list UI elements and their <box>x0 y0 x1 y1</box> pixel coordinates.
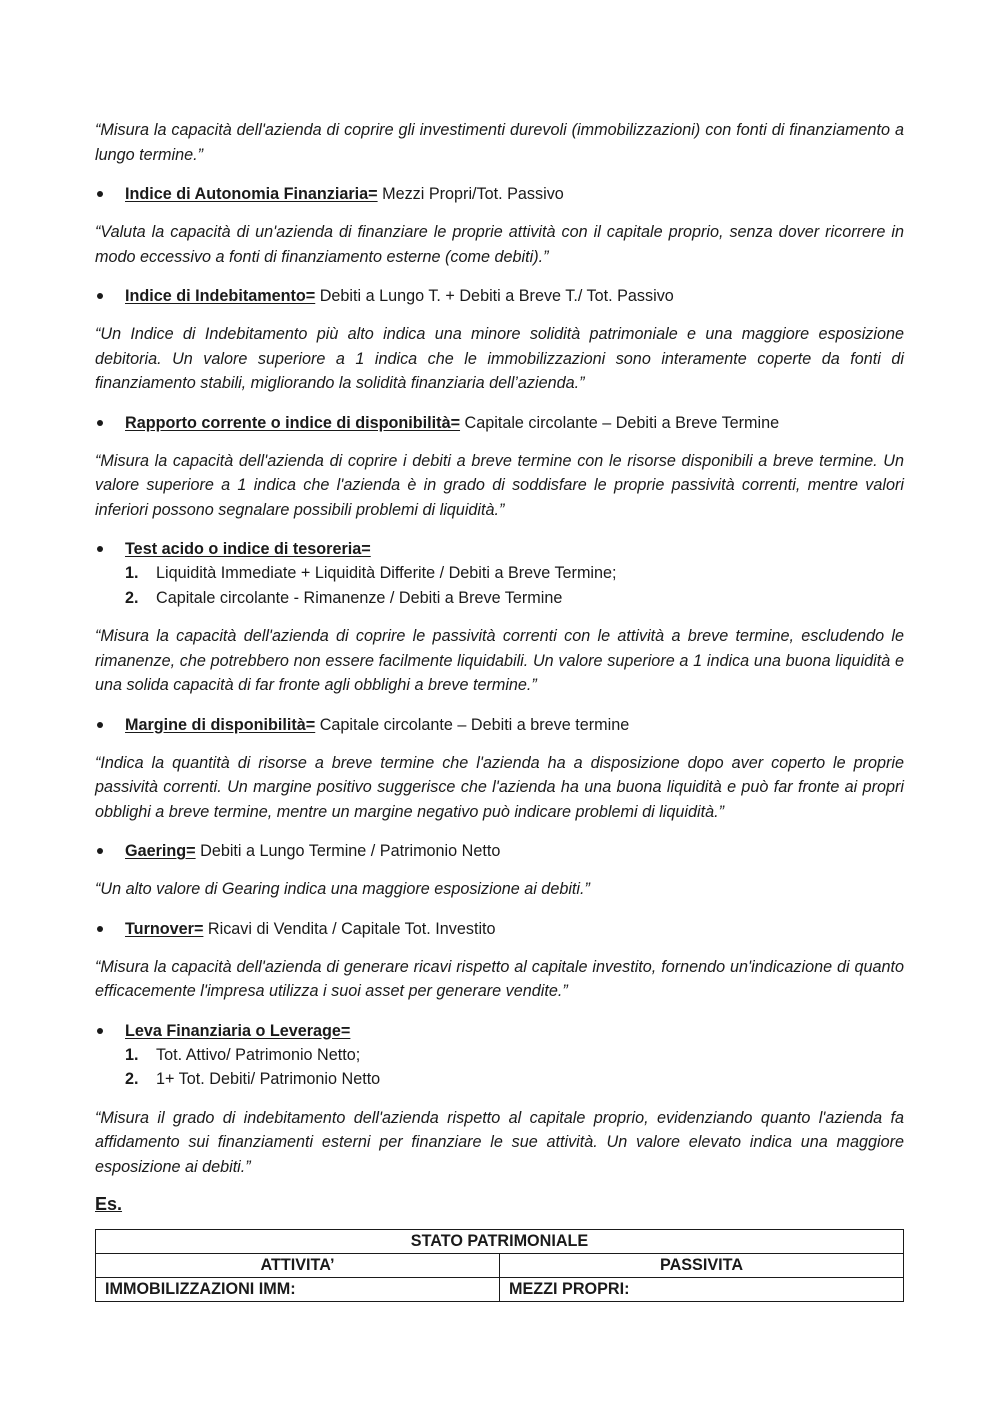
table-row <box>96 1230 904 1254</box>
quote-turnover: “Misura la capacità dell'azienda di generare ricavi rispetto al capitale investito, fornendo un'indicazione di quanto efficacemente l'impresa utilizza i suoi asset per generare vendite.” <box>95 957 904 1000</box>
list-number: 1. <box>125 1045 139 1064</box>
term-rapporto-corrente: Rapporto corrente o indice di disponibilità= <box>125 413 461 432</box>
bullet-autonomia <box>95 182 904 206</box>
quote-autonomia: “Valuta la capacità di un'azienda di finanziare le proprie attività con il capitale proprio, senza dover ricorrere in modo eccessivo a fonti di finanziamento esterne (come debiti).” <box>95 223 904 266</box>
intro-quote: “Misura la capacità dell'azienda di coprire gli investimenti durevoli (immobilizzazioni) con fonti di finanziamento a lungo termine.” <box>95 121 904 164</box>
test-acido-formulas <box>95 561 904 610</box>
quote-leva: “Misura il grado di indebitamento dell'azienda rispetto al capitale proprio, evidenziando quanto l'azienda fa affidamento sui finanziamenti esterni per finanziare le sue attività. Un valore elevato indica una maggiore esposizione ai debiti.” <box>95 1108 904 1176</box>
formula-turnover: Ricavi di Vendita / Capitale Tot. Investito <box>203 919 496 938</box>
bullet-test-acido <box>95 537 904 561</box>
quote-test-acido: “Misura la capacità dell'azienda di coprire le passività correnti con le attività a breve termine, escludendo le rimanenze, che potrebbero non essere facilmente liquidabili. Un valore superiore a 1 indica una buona liquidità e una solida capacità di far fronte agli obblighi a breve termine.” <box>95 627 904 694</box>
list-item <box>95 1043 904 1068</box>
term-gaering: Gaering= <box>125 842 196 860</box>
quote-gaering: “Un alto valore di Gearing indica una maggiore esposizione ai debiti.” <box>95 880 590 898</box>
bullet-turnover <box>95 917 904 941</box>
table-title: STATO PATRIMONIALE <box>96 1230 904 1254</box>
formula-autonomia: Mezzi Propri/Tot. Passivo <box>377 185 564 203</box>
formula-margine: Capitale circolante – Debiti a breve termine <box>315 715 630 734</box>
list-text: Liquidità Immediate + Liquidità Differite / Debiti a Breve Termine; <box>156 564 617 582</box>
document-body <box>95 118 904 1302</box>
list-text: 1+ Tot. Debiti/ Patrimonio Netto <box>156 1070 381 1088</box>
list-number: 1. <box>125 564 139 582</box>
list-text: Tot. Attivo/ Patrimonio Netto; <box>156 1045 361 1064</box>
table-row <box>96 1278 904 1302</box>
bullet-leva <box>95 1019 904 1043</box>
term-turnover: Turnover= <box>125 919 204 938</box>
term-test-acido: Test acido o indice di tesoreria= <box>125 540 371 558</box>
bullet-rapporto-corrente <box>95 411 904 435</box>
list-item <box>95 1067 904 1092</box>
formula-indebitamento: Debiti a Lungo T. + Debiti a Breve T./ Tot. Passivo <box>315 287 674 305</box>
term-leva: Leva Finanziaria o Leverage= <box>125 1021 351 1040</box>
bullet-margine <box>95 713 904 737</box>
term-autonomia: Indice di Autonomia Finanziaria= <box>125 185 378 203</box>
column-header-attivita: ATTIVITA’ <box>96 1254 500 1278</box>
column-header-passivita: PASSIVITA <box>500 1254 904 1278</box>
bullet-gaering <box>95 839 904 863</box>
list-number: 2. <box>125 588 139 607</box>
quote-rapporto-corrente: “Misura la capacità dell'azienda di coprire i debiti a breve termine con le risorse disponibili a breve termine. Un valore superiore a 1 indica che l'azienda è in grado di soddisfare le proprie passività correnti, mentre valori inferiori possono segnalare possibili problemi di liquidità.” <box>95 451 904 519</box>
term-indebitamento: Indice di Indebitamento= <box>125 287 316 305</box>
list-number: 2. <box>125 1070 139 1088</box>
list-item <box>95 586 904 611</box>
table-row <box>96 1254 904 1278</box>
bullet-indebitamento <box>95 284 904 308</box>
term-margine: Margine di disponibilità= <box>125 715 316 734</box>
list-text: Capitale circolante - Rimanenze / Debiti a Breve Termine <box>156 588 563 607</box>
example-label: Es. <box>95 1194 123 1214</box>
table-cell: MEZZI PROPRI: <box>500 1278 904 1302</box>
list-item <box>95 561 904 586</box>
table-cell: IMMOBILIZZAZIONI IMM: <box>96 1278 500 1302</box>
stato-patrimoniale-table <box>95 1229 904 1302</box>
formula-rapporto-corrente: Capitale circolante – Debiti a Breve Termine <box>460 413 780 432</box>
quote-margine: “Indica la quantità di risorse a breve termine che l'azienda ha a disposizione dopo aver coperto le proprie passività correnti. Un margine positivo suggerisce che l'azienda ha una buona liquidità e può far fronte ai propri obblighi a breve termine, mentre un margine negativo può indicare problemi di liquidità.” <box>95 753 904 821</box>
formula-gaering: Debiti a Lungo Termine / Patrimonio Netto <box>195 842 501 860</box>
leva-formulas <box>95 1043 904 1092</box>
quote-indebitamento: “Un Indice di Indebitamento più alto indica una minore solidità patrimoniale e una maggiore esposizione debitoria. Un valore superiore a 1 indica che le immobilizzazioni sono interamente coperte da fonti di finanziamento stabili, migliorando la solidità finanziaria dell’azienda.” <box>95 325 904 392</box>
